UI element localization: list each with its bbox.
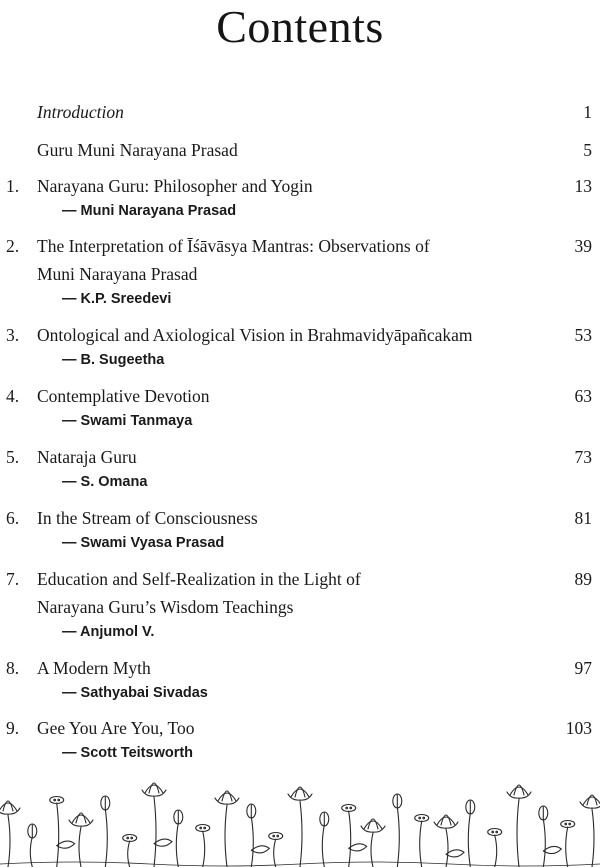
page-number: 63 (574, 386, 592, 406)
entry-title: Guru Muni Narayana Prasad (37, 140, 238, 160)
chapter-number: 8. (6, 658, 20, 678)
list-item[interactable] (0, 99, 600, 125)
title-continuation (0, 594, 600, 620)
list-item[interactable] (0, 322, 600, 348)
author-line (0, 619, 600, 645)
author-line (0, 286, 600, 312)
page-number: 13 (574, 176, 592, 196)
entry-author: — Anjumol V. (62, 624, 155, 640)
lotus-border-icon (0, 778, 600, 867)
list-item[interactable] (0, 505, 600, 531)
page-number: 5 (583, 140, 592, 160)
chapter-number: 4. (6, 386, 20, 406)
entry-title: Narayana Guru: Philosopher and Yogin (37, 176, 313, 196)
entry-author: — K.P. Sreedevi (62, 291, 172, 307)
page-number: 103 (565, 718, 592, 738)
title-continuation (0, 261, 600, 287)
list-item[interactable] (0, 137, 600, 163)
entry-title: Contemplative Devotion (37, 386, 210, 406)
author-line (0, 469, 600, 495)
entry-title: The Interpretation of Īśāvāsya Mantras: Observations of (37, 236, 430, 256)
entry-title-continued: Narayana Guru’s Wisdom Teachings (37, 597, 294, 617)
entry-author: — Scott Teitsworth (62, 745, 194, 761)
chapter-number: 2. (6, 236, 20, 256)
entry-author: — B. Sugeetha (62, 352, 165, 368)
list-item[interactable] (0, 655, 600, 681)
page-number: 89 (574, 569, 592, 589)
page-number: 1 (583, 102, 592, 122)
list-item[interactable] (0, 444, 600, 470)
entry-title-continued: Muni Narayana Prasad (37, 264, 198, 284)
author-line (0, 408, 600, 434)
entry-author: — Sathyabai Sivadas (62, 685, 208, 701)
entry-title: Ontological and Axiological Vision in Brahmavidyāpañcakam (37, 325, 473, 345)
chapter-number: 9. (6, 718, 20, 738)
page-number: 97 (574, 658, 592, 678)
page-number: 73 (574, 447, 592, 467)
author-line (0, 198, 600, 224)
entry-title: Nataraja Guru (37, 447, 137, 467)
list-item[interactable] (0, 173, 600, 199)
page-number: 81 (574, 508, 592, 528)
entry-author: — S. Omana (62, 474, 148, 490)
page-number: 53 (574, 325, 592, 345)
chapter-number: 6. (6, 508, 20, 528)
list-item[interactable] (0, 383, 600, 409)
author-line (0, 740, 600, 766)
author-line (0, 347, 600, 373)
author-line (0, 680, 600, 706)
entry-title: A Modern Myth (37, 658, 151, 678)
entry-title: Education and Self-Realization in the Light of (37, 569, 361, 589)
list-item[interactable] (0, 715, 600, 741)
author-line (0, 530, 600, 556)
entry-author: — Muni Narayana Prasad (62, 203, 237, 219)
entry-title: In the Stream of Consciousness (37, 508, 258, 528)
chapter-number: 5. (6, 447, 20, 467)
entry-author: — Swami Vyasa Prasad (62, 535, 225, 551)
page-number: 39 (574, 236, 592, 256)
page-title: Contents (216, 1, 384, 52)
chapter-number: 1. (6, 176, 20, 196)
entry-title: Gee You Are You, Too (37, 718, 195, 738)
entry-author: — Swami Tanmaya (62, 413, 193, 429)
list-item[interactable] (0, 233, 600, 259)
chapter-number: 3. (6, 325, 20, 345)
entry-title: Introduction (37, 102, 124, 122)
chapter-number: 7. (6, 569, 20, 589)
list-item[interactable] (0, 566, 600, 592)
